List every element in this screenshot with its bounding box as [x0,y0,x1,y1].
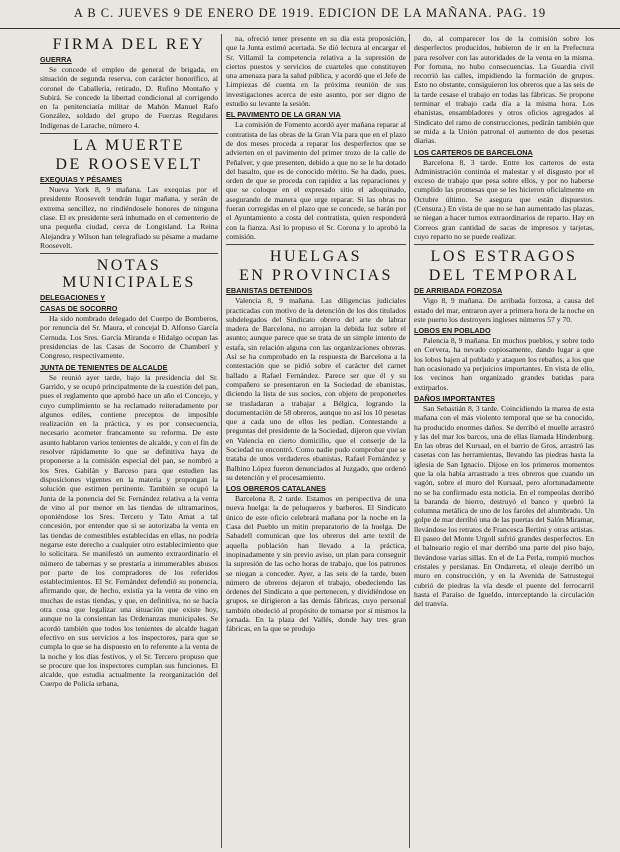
subhead: DAÑOS IMPORTANTES [414,393,495,403]
subhead: DELEGACIONES Y [40,293,106,303]
article-text: Valencia 8, 9 mañana. Las diligencias judiciales practicadas con motivo de la detención de los dos titulados subdelegados del Sindicato obrero del arte de labrar madera de Barcelona, no arrojan la debida luz sobre el asunto; aunque parece que se trata de un simple intento de estafa, sin relación alguna con las organizaciones obreras. Así se ha comprobado en la respuesta de Barcelona a la contestación que se pidió sobre el carácter del carnet hallado a Rafael Fernández. Parece ser que él y su compañero se presentaron en la Sociedad de ebanistas, diciendo la lista de sus socios, con objeto de proponerles se trasladaran a trabajar a Bélgica, logrando la documentación de 58 obreros, aunque no así los 10 pesetas que a cada uno de ellos les pedían. Contestando a preguntas del presidente de la Sociedad, dijeron que vivían en Valencia en cierto domicilio, que el conserje de la Sociedad no encontró. Como nadie pudo comprobar que se trataba de unos verdaderos ebanistas, Rafael Fernández y Balbino López fueron denunciados al Juzgado, que ordenó su detención y el procesamiento. [226,296,406,482]
subhead: JUNTA DE TENIENTES DE ALCALDE [40,362,168,372]
article-text: do, al comparecer los de la comisión sobre los desperfectos producidos, hubieron de ir en la Prefectura para resolver con las autoridades de la venta en la misma. Por fortuna, no hubo consecuencias. La Guardia civil recorrió las calles, impidiendo la formación de grupos. Esto no obstante, consiguieron los obreros que a las seis de la tarde cesase el trabajo en todas las fábricas. Se propone terminar el trabajo cada día a la misma hora. Los ebanistas, ensambladores y otros oficios agregados al Sindicato del ramo de construcciones, pedirán también que se mida a la Unión patronal el aumento de dos pesetas diarias. [414,34,594,146]
subhead: EXEQUIAS Y PÉSAMES [40,175,123,185]
column-middle [226,34,406,850]
article-text: Se reunió ayer tarde, bajo la presidencia del Sr. Garrido, y se ocupó principalmente de la cuestión del pan, pues el reglamento que aprobó hace un año el Concejo, y cuyo cumplimiento se ha reclamado reiteradamente por algunos ediles, contiene preceptos de imposible realización en la práctica, y es por consecuencia, necesario acometer francamente su reforma. De este asunto hablaron varios tenientes de alcalde, y con el fin de resolver rápidamente lo que se definitiva haya de proponerse a la comisión especial del pan, se nombró a los Sres. Gabilán y Barceso para que estudien las disposiciones vigentes en la materia y propongan la solución que estimen pertinente. También se ocupó la Junta de la ponencia del Sr. Fernández relativa a la venta de vino al por menor en las tiendas de ultramarinos, oponiéndose los Sres. Tercero y Tato Amat a tal concesión, por entender que si se autorizaba la venta en las tiendas de comestibles establecidas en ellas, no podría negarse este derecho a cualquier otro establecimiento que lo solicitara. Se manifestó un aumento extraordinario el número de tabernas y se prestaría a innumerables abusos por parte de los compradores de los referidos establecimientos. El Sr. Fernández defendió su ponencia, afirmando que, de hecho, existía ya la venta de vino en muchas de estas tiendas, y que, en definitiva, no se hacía otra cosa que legalizar una situación que existe hoy, aunque no la consientan las Ordenanzas municipales. Se acordó también que todos los tenientes de alcalde hagan efectivo en sus servicios a los inspectores, para que se cumpla lo que se ha dispuesto en lo referente a la venta de la noche y los días festivos, y el Sr. Tercero propuso que se procure que los inspectores cumplan sus funciones. El alcalde, que estudia actualmente la reorganización del Cuerpo de Policía urbana, [40,372,218,689]
article-text: Se concede el empleo de general de brigada, en situación de segunda reserva, con carácter honorífico, al coronel de Caballería, retirado, D. Rufino Montaño y Subirá. Se concede la libertad condicional al corrigendo en la penitenciaría militar de Mahón Manuel Rafo González, soldado del grupo de Fuerzas Regulares Indígenas de Larache, número 4. [40,65,218,130]
subhead: EBANISTAS DETENIDOS [226,286,313,296]
article-text: La comisión de Fomento acordó ayer mañana reparar al contratista de las obras de la Gran Vía para que en el plazo de dos meses proceda a reparar los desperfectos que se advierten en el pavimento del primer trozo de la calle de Peñalver, y que presenten, debido a que no se le ha dotado del basalto, que es de conocido mérito. Se ha dado, pues, orden de que se proceda con rapidez a las reparaciones y que se coloque en el expresado sitio el adoquinado, asegurando de manera que urge reparar. Si las obras no fueran corregidas en el plazo que se concede, se harán por el Ayuntamiento a costa del contratista, quien responderá con la fianza. Así lo propuso el Sr. Corona y lo aprobó la comisión. [226,120,406,241]
subhead: LOS CARTEROS DE BARCELONA [414,147,533,157]
page-header: A B C. JUEVES 9 DE ENERO DE 1919. EDICION DE LA MAÑANA. PAG. 19 [0,6,620,29]
article-text: Vigo 8, 9 mañana. De arribada forzosa, a causa del estado del mar, entraron ayer a primera hora de la noche en este puerto los destroyers ingleses números 57 y 70. [414,296,594,324]
subhead: EL PAVIMENTO DE LA GRAN VIA [226,110,341,120]
subhead: CASAS DE SOCORRO [40,304,118,314]
article-text: Palencia 8, 9 mañana. En muchos pueblos, y sobre todo en Cervera, ha nevado copiosamente, dando lugar a que los lobos bajen al poblado y ataquen los rebaños, a los que han ocasionado ya perjuicios importantes. En vista de ello, los vecinos han organizado grandes batidas para extirparlos. [414,336,594,392]
article-text: Barcelona 8, 2 tarde. Estamos en perspectiva de una nueva huelga: la de peluqueros y barberos. El Sindicato único de este oficio celebrará mañana por la noche en la Casa del Pueblo un mitin preparatorio de la huelga. De Sabadell comunican que los obreros del arte textil de aquella población han llevado a la práctica, inopinadamente y sin previo aviso, un plan para conseguir la supresión de las ocho horas de trabajo, que los patronos se niegan a conceder. Ayer, a las seis de la tarde, buen número de obreros dejaron el trabajo, obedeciendo las órdenes del Sindicato a que pertenecen, y dividiéndose en grupos, se dirigieron a las demás fábricas, cuyo personal también obedeció al propósito de tomarse por sí mismos la jornada. En la plaza del Vallés, donde hay tres gran fábricas, en la que se produjo [226,494,406,634]
divider [226,244,406,245]
article-text: Barcelona 8, 3 tarde. Entre los carteros de esta Administración continúa el malestar y el disgusto por el exceso de trabajo que pesa sobre ellos, y por no haberse cumplido las promesas que se les hicieron oficialmente en Octubre último. Se asegura que están dispuestos. (Censura.) En vista de que no se han aumentado las plazas, se niegan a hacer turnos extraordinarios de reparto. Hay en Correos gran cantidad de sacas de impresos y tarjetas, cuyo reparto no se puede realizar. [414,157,594,241]
subhead: LOS OBREROS CATALANES [226,484,326,494]
article-text: San Sebastián 8, 3 tarde. Coincidiendo la marea de esta mañana con el más violento temporal que se ha conocido, ha producido enormes daños. Se derribó el muelle arrastró y las del mar los barcos, una de ellas llamada Hindenburg. En las obras del Kursaal, en el barrio de Gros, arrastró las casetas con las herramientas, llevando las piedras hasta la iglesia de San Ignacio. Dijose en los primeros momentos que la ola había arrastrado a tres obreros que cuando un vagón, sobre el muro del Kursaal, pero afortunadamente no se ha confirmado esta noticia. En el rompeolas derribó la baranda de hierro, destruyó el banco y quebró la columna metálica de uno de los faroles del alumbrado. Un golpe de mar derribó una de las puertas del Salón Miramar, llevándose los retratos de Francesca Bertini y otras artistas. El paseo del Monte Urgoll sufrió grandes desperfectos. En el balneario regio el mar derribó una parte del piso bajo, llevándose varias sillas. En el de La Perla, rompió muchos cristales y persianas. En Ondarreta, el oleaje derribó un muro en construcción, y en la Avenida de Satrustegui cubrió de piedras la vía desde el puente del ferrocarril hasta el Paraíso de Igueldo, interceptando la circulación del tranvía. [414,403,594,609]
section-title: DE ROOSEVELT [55,156,203,174]
section-title: DEL TEMPORAL [428,267,580,285]
subhead: GUERRA [40,55,72,64]
divider [40,133,218,134]
column-left [40,34,218,850]
section-title: EN PROVINCIAS [239,267,393,285]
subhead: DE ARRIBADA FORZOSA [414,286,503,296]
section-title: LOS ESTRAGOS [430,248,578,266]
column-rule [409,34,410,848]
section-title: NOTAS MUNICIPALES [62,257,196,292]
section-title: HUELGAS [269,248,363,266]
subhead: LOBOS EN POBLADO [414,326,491,336]
divider [414,244,594,245]
article-text: Nueva York 8, 9 mañana. Las exequias por el presidente Roosevelt tendrán lugar mañana, y serán de extrema sencillez, no rindiéndosele honores de ninguna clase. El ex presidente será inhumado en el cementerio de una pequeña ciudad, cerca de Longisland. La Reina Alejandra y Wilson han telegrafiado su pésame a madame Roosevelt. [40,185,218,250]
section-title: FIRMA DEL REY [52,36,206,53]
article-text: Ha sido nombrado delegado del Cuerpo de Bomberos, por renuncia del Sr. Maura, el concejal D. Alfonso García Cernuda. Los Sres. García Miranda e Hidalgo ocupan las presidencias de las Casas de Socorro de Chamberí y Congreso, respectivamente. [40,314,218,361]
divider [40,253,218,254]
column-right [414,34,594,850]
article-text: na, ofreció tener presente en su día esta proposición, que la Junta estimó acertada. Se dió lectura al encargar el Sr. Villamil la competencia relativa a la supresión de ciertos puestos y servicios de cuarteles que constituyen una amenaza para la salud pública, y acordó que el Jefe de Limpiezas dé cuenta en la próxima reunión de sus investigaciones acerca de este asunto, por ser digno de estudio su levante la sesión. [226,34,406,109]
column-rule [221,34,222,848]
section-title: LA MUERTE [73,137,185,155]
